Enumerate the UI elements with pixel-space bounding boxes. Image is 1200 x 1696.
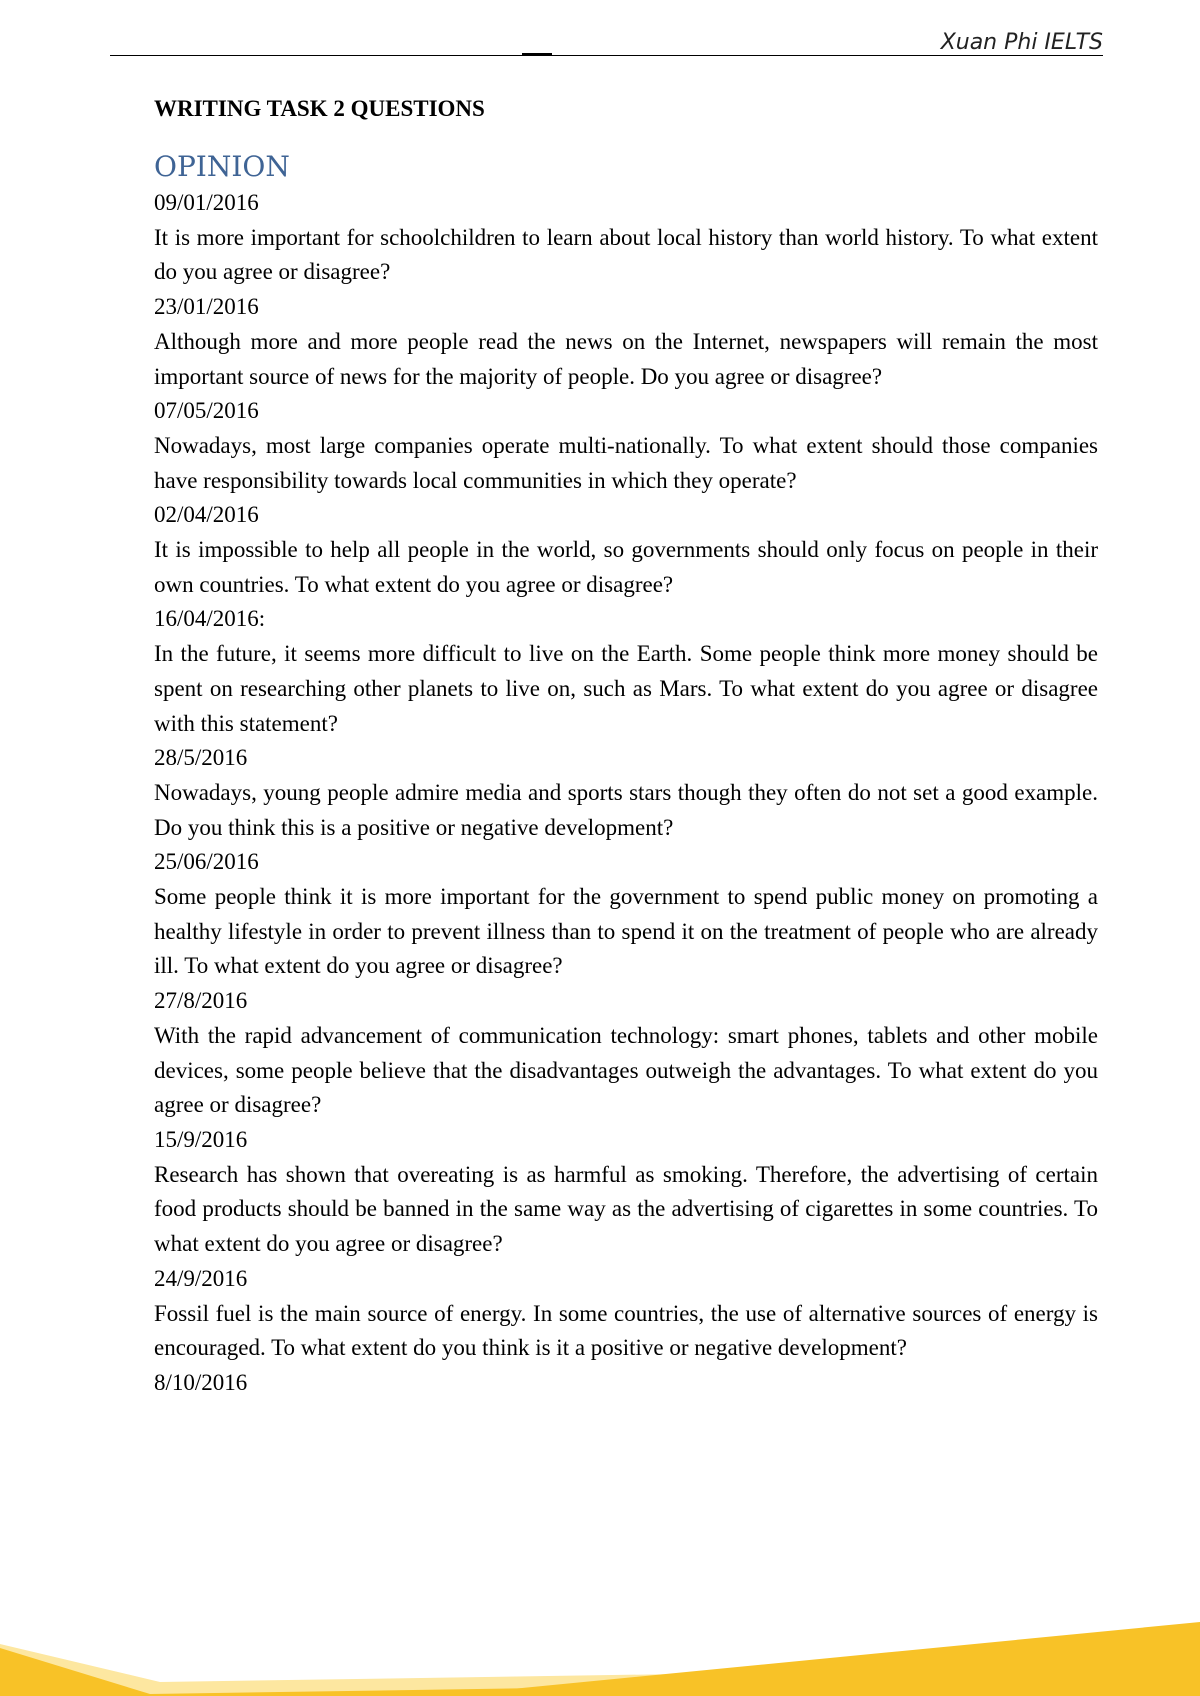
question-entry xyxy=(154,290,1098,394)
question-entry xyxy=(154,498,1098,602)
entry-date: 23/01/2016 xyxy=(154,294,259,320)
entry-text: Some people think it is more important for the government to spend public money on promoting a healthy lifestyle in order to prevent illness than to spend it on the treatment of people who are already ill. To what extent do you agree or disagree? xyxy=(154,884,1098,979)
header-rule-accent xyxy=(522,53,552,56)
entry-text: Nowadays, most large companies operate multi-nationally. To what extent should those companies have responsibility towards local communities in which they operate? xyxy=(154,432,1098,493)
entry-text: It is more important for schoolchildren to learn about local history than world history. To what extent do you agree or disagree? xyxy=(154,224,1098,285)
document-body xyxy=(154,88,1098,1401)
header-brand: Xuan Phi IELTS xyxy=(940,30,1103,55)
question-entry xyxy=(154,186,1098,290)
page-header xyxy=(110,26,1103,56)
entry-text: Although more and more people read the news on the Internet, newspapers will remain the most important source of news for the majority of people. Do you agree or disagree? xyxy=(154,328,1098,389)
question-entry xyxy=(154,394,1098,498)
header-rule xyxy=(110,55,1103,56)
entry-date: 24/9/2016 xyxy=(154,1265,248,1291)
entry-date: 09/01/2016 xyxy=(154,190,259,215)
document-title: WRITING TASK 2 QUESTIONS xyxy=(154,96,485,121)
entry-date: 02/04/2016 xyxy=(154,502,259,528)
question-entry xyxy=(154,602,1098,741)
entry-date: 15/9/2016 xyxy=(154,1126,248,1152)
question-entry xyxy=(154,1123,1098,1262)
entry-text: In the future, it seems more difficult to live on the Earth. Some people think more money should be spent on researching other planets to live on, such as Mars. To what extent do you agree or disagree with this statement? xyxy=(154,641,1098,736)
entry-date: 25/06/2016 xyxy=(154,849,259,875)
entry-date: 27/8/2016 xyxy=(154,988,248,1014)
question-entry xyxy=(154,1262,1098,1366)
entry-date: 28/5/2016 xyxy=(154,745,248,771)
entry-date: 8/10/2016 xyxy=(154,1369,248,1395)
entry-text: Nowadays, young people admire media and sports stars though they often do not set a good example. Do you think this is a positive or negative development? xyxy=(154,779,1098,840)
entry-date: 07/05/2016 xyxy=(154,398,259,424)
footer-band xyxy=(0,1606,1200,1696)
entry-text: It is impossible to help all people in the world, so governments should only focus on people in their own countries. To what extent do you agree or disagree? xyxy=(154,537,1098,597)
question-entry xyxy=(154,1366,1098,1401)
entry-text: Fossil fuel is the main source of energy. In some countries, the use of alternative sources of energy is encouraged. To what extent do you think is it a positive or negative development? xyxy=(154,1300,1098,1361)
entry-date: 16/04/2016: xyxy=(154,606,266,632)
question-entry xyxy=(154,984,1098,1123)
question-entry xyxy=(154,741,1098,845)
entry-text: Research has shown that overeating is as harmful as smoking. Therefore, the advertising of certain food products should be banned in the same way as the advertising of cigarettes in some countries. To what extent do you agree or disagree? xyxy=(154,1161,1098,1257)
footer-band-wedge xyxy=(440,1622,1200,1696)
question-entry xyxy=(154,845,1098,984)
entry-text: With the rapid advancement of communication technology: smart phones, tablets and other mobile devices, some people believe that the disadvantages outweigh the advantages. To what extent do you agree or disagree? xyxy=(154,1022,1098,1118)
section-heading: OPINION xyxy=(154,150,290,183)
